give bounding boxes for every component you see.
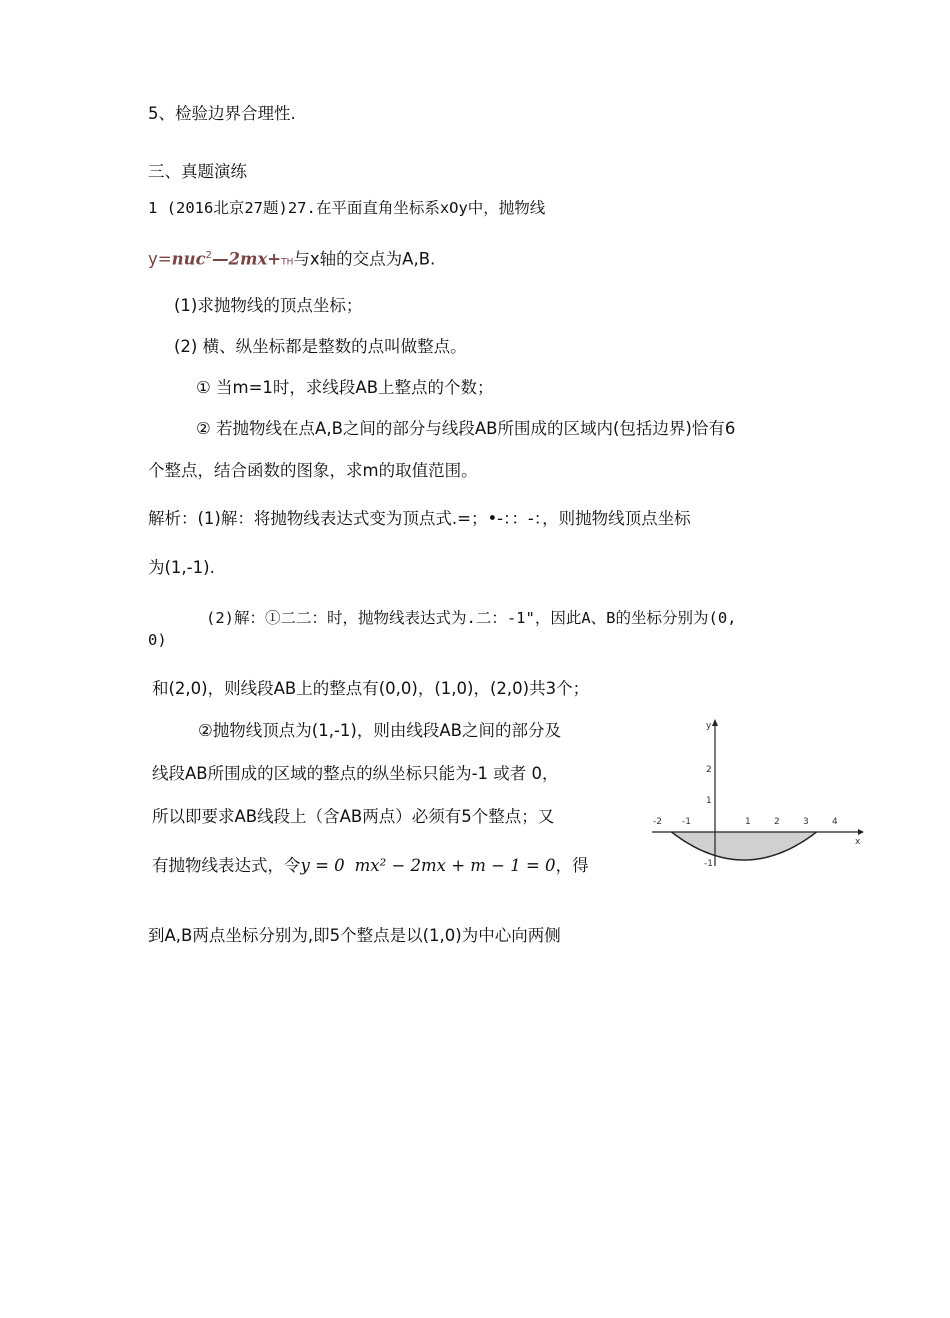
solution-1-cont: 为(1,-1). bbox=[148, 558, 215, 577]
eq-prefix: y= bbox=[148, 249, 172, 269]
eq-sup: 2 bbox=[205, 250, 213, 261]
y-tick-2: 2 bbox=[706, 765, 712, 775]
x-tick-neg1: -1 bbox=[682, 817, 691, 827]
question-2-2: ② 若抛物线在点A,B之间的部分与线段AB所围成的区域内(包括边界)恰有6 bbox=[196, 419, 736, 438]
solution-2: (2)解：①二二：时，抛物线表达式为.二：-1"，因此A、B的坐标分别为(0, bbox=[206, 609, 737, 627]
section-heading: 三、真题演练 bbox=[148, 162, 247, 181]
solution-2-cont: 0) bbox=[148, 631, 167, 649]
solution-2-2-line2: 线段AB所围成的区域的整点的纵坐标只能为-1 或者 0， bbox=[152, 764, 559, 783]
step-5: 5、检验边界合理性. bbox=[148, 104, 296, 123]
x-tick-4: 4 bbox=[832, 817, 838, 827]
y-tick-neg1: -1 bbox=[704, 859, 713, 869]
eq-term-a: nuc bbox=[171, 249, 206, 269]
y-tick-1: 1 bbox=[706, 796, 712, 806]
x-tick-2: 2 bbox=[774, 817, 780, 827]
line4-pre: 有抛物线表达式，令 bbox=[152, 856, 301, 875]
equation-line bbox=[148, 246, 435, 273]
x-tick-1: 1 bbox=[745, 817, 751, 827]
solution-2-points: 和(2,0)，则线段AB上的整点有(0,0)，(1,0)，(2,0)共3个； bbox=[152, 679, 590, 698]
question-1: (1)求抛物线的顶点坐标； bbox=[174, 296, 363, 315]
question-2-1: ① 当m=1时，求线段AB上整点的个数； bbox=[196, 378, 494, 397]
problem-intro: 1 (2016北京27题)27.在平面直角坐标系xOy中，抛物线 bbox=[148, 199, 546, 217]
x-tick-3: 3 bbox=[803, 817, 809, 827]
eq-post: 与x轴的交点为A,B. bbox=[293, 249, 436, 269]
x-axis-label: x bbox=[855, 837, 861, 847]
line4-post: ，得 bbox=[555, 856, 589, 875]
solution-2-2-line4 bbox=[152, 856, 589, 876]
question-2-2-cont: 个整点，结合函数的图象，求m的取值范围。 bbox=[148, 461, 478, 480]
solution-2-2-line3: 所以即要求AB线段上（含AB两点）必须有5个整点；又 bbox=[152, 807, 555, 826]
y-axis-arrow bbox=[712, 719, 718, 726]
y-axis-label: y bbox=[706, 721, 712, 731]
eq-y-zero: y = 0 bbox=[300, 856, 345, 875]
eq-quadratic: mx² − 2mx + m − 1 = 0 bbox=[354, 856, 556, 875]
solution-2-2-line5: 到A,B两点坐标分别为,即5个整点是以(1,0)为中心向两侧 bbox=[148, 926, 561, 945]
solution-2-2: ②抛物线顶点为(1,-1)，则由线段AB之间的部分及 bbox=[198, 721, 561, 740]
question-2: (2) 横、纵坐标都是整数的点叫做整点。 bbox=[174, 337, 467, 356]
eq-sub: TH bbox=[281, 257, 294, 268]
x-tick-neg2: -2 bbox=[653, 817, 662, 827]
solution-1: 解析：(1)解：将抛物线表达式变为顶点式.=；•-：：-：，则抛物线顶点坐标 bbox=[148, 509, 691, 528]
x-axis-arrow bbox=[858, 829, 864, 835]
parabola-graph bbox=[640, 716, 870, 876]
eq-term-b: —2mx+ bbox=[212, 249, 282, 269]
